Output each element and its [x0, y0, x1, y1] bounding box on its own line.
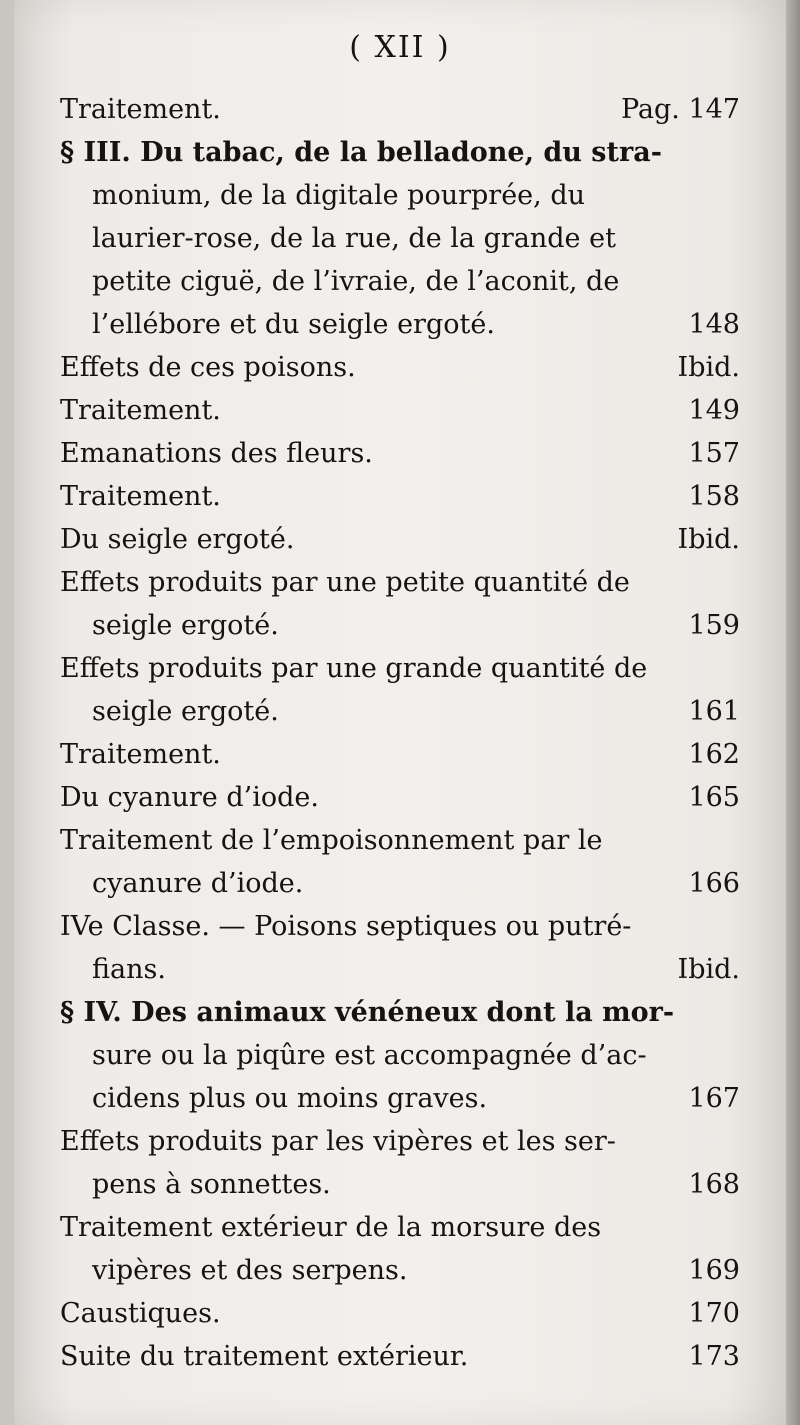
- page-edge: [786, 0, 800, 1425]
- toc-page-number: 170: [688, 1298, 740, 1329]
- toc-page-number: 158: [688, 481, 740, 512]
- toc-entry-line: Traitement.: [60, 94, 221, 125]
- toc-entry-line: Traitement extérieur de la morsure des: [60, 1212, 602, 1243]
- toc-entry-line: Effets produits par les vipères et les ser-: [60, 1126, 616, 1157]
- toc-entry: [60, 1120, 740, 1206]
- toc-entry: [60, 991, 740, 1120]
- toc-page-number: 161: [688, 696, 740, 727]
- toc-entry: [60, 819, 740, 905]
- toc-entry-line: sure ou la piqûre est accompagnée d’ac-: [92, 1040, 647, 1071]
- toc-entry-line: Traitement.: [60, 481, 221, 512]
- toc-entry-line: cyanure d’iode.: [92, 868, 304, 899]
- toc-entry-line: petite ciguë, de l’ivraie, de l’aconit, de: [92, 266, 620, 297]
- toc-page-number: 157: [688, 438, 740, 469]
- toc-page-number: 166: [688, 868, 740, 899]
- toc-page-number: 165: [688, 782, 740, 813]
- toc-entry-line: § III. Du tabac, de la belladone, du stra-: [60, 137, 662, 168]
- toc-page-number: Ibid.: [677, 352, 740, 383]
- toc-entry-line: Traitement.: [60, 739, 221, 770]
- toc-entry: [60, 733, 740, 776]
- toc-page-number: 162: [688, 739, 740, 770]
- toc-entry-line: l’ellébore et du seigle ergoté.: [92, 309, 495, 340]
- toc-entry: [60, 1292, 740, 1335]
- toc-entry-line: Caustiques.: [60, 1298, 221, 1329]
- toc-page-number: 149: [688, 395, 740, 426]
- toc-entry-line: Du cyanure d’iode.: [60, 782, 319, 813]
- toc-entry-line: Du seigle ergoté.: [60, 524, 295, 555]
- toc-page-number: Ibid.: [677, 524, 740, 555]
- toc-entry: [60, 389, 740, 432]
- toc-entry: [60, 475, 740, 518]
- toc-entry-line: IVe Classe. — Poisons septiques ou putré-: [60, 911, 632, 942]
- toc-entry-line: Suite du traitement extérieur.: [60, 1341, 469, 1372]
- toc-entry: [60, 776, 740, 819]
- page-header: ( XII ): [349, 30, 451, 65]
- toc-page-number: Ibid.: [677, 954, 740, 985]
- toc-entry-line: monium, de la digitale pourprée, du: [92, 180, 586, 211]
- toc-entry: [60, 131, 740, 346]
- toc-entry: [60, 1206, 740, 1292]
- toc-entry-line: Effets de ces poisons.: [60, 352, 356, 383]
- toc-entry-line: vipères et des serpens.: [92, 1255, 408, 1286]
- toc-entry-line: seigle ergoté.: [92, 696, 279, 727]
- toc-page-number: 148: [688, 309, 740, 340]
- toc-entry-line: cidens plus ou moins graves.: [92, 1083, 488, 1114]
- toc-entry: [60, 432, 740, 475]
- toc-entry-line: seigle ergoté.: [92, 610, 279, 641]
- table-of-contents: [60, 88, 740, 1378]
- toc-page-number: 167: [688, 1083, 740, 1114]
- toc-page-number: 159: [688, 610, 740, 641]
- toc-entry-line: laurier-rose, de la rue, de la grande et: [92, 223, 616, 254]
- toc-entry-line: Effets produits par une grande quantité de: [60, 653, 648, 684]
- toc-entry-line: Traitement.: [60, 395, 221, 426]
- toc-page-number: 169: [688, 1255, 740, 1286]
- toc-entry: [60, 88, 740, 131]
- toc-entry: [60, 518, 740, 561]
- toc-entry-line: § IV. Des animaux vénéneux dont la mor-: [60, 997, 675, 1028]
- toc-entry-line: Emanations des fleurs.: [60, 438, 373, 469]
- toc-page-number: 173: [688, 1341, 740, 1372]
- toc-entry: [60, 561, 740, 647]
- toc-entry-line: Traitement de l’empoisonnement par le: [60, 825, 603, 856]
- toc-entry-line: fians.: [92, 954, 166, 985]
- toc-entry-line: pens à sonnettes.: [92, 1169, 331, 1200]
- toc-entry: [60, 346, 740, 389]
- toc-entry: [60, 647, 740, 733]
- toc-entry: [60, 905, 740, 991]
- toc-page-number: Pag. 147: [620, 94, 740, 125]
- toc-entry: [60, 1335, 740, 1378]
- toc-page-number: 168: [688, 1169, 740, 1200]
- toc-entry-line: Effets produits par une petite quantité de: [60, 567, 630, 598]
